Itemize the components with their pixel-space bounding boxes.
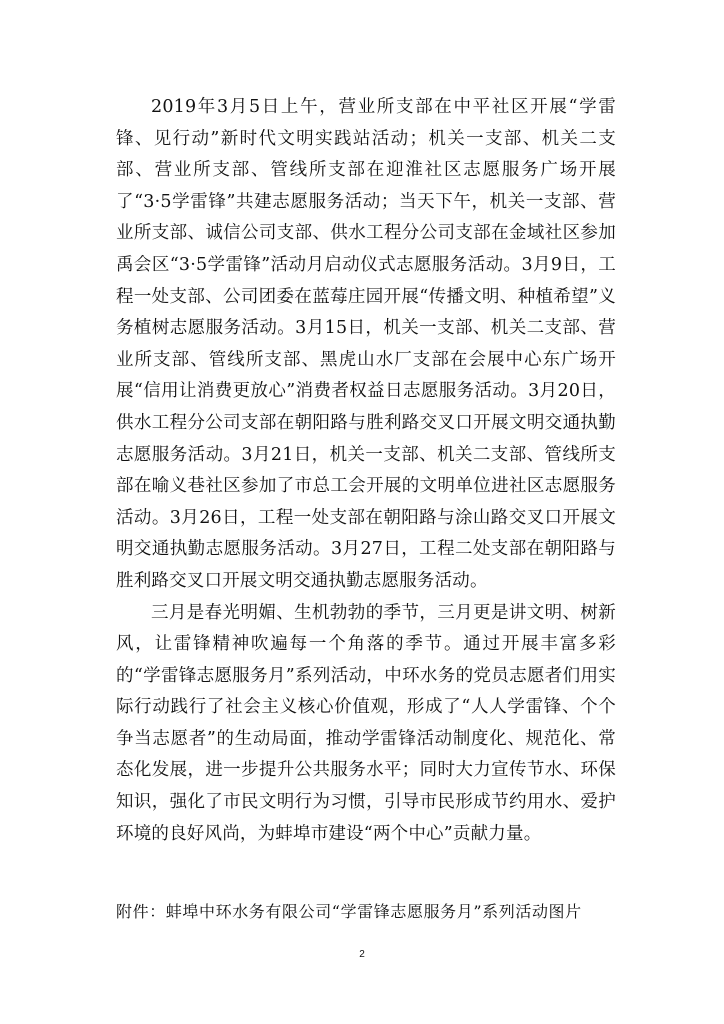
page-number: 2 <box>359 949 365 960</box>
attachment-note: 附件：蚌埠中环水务有限公司“学雷锋志愿服务月”系列活动图片 <box>116 902 582 921</box>
body-text <box>116 92 616 850</box>
paragraph-activities: 2019年3月5日上午，营业所支部在中平社区开展“学雷锋、见行动”新时代文明实践站活动；机关一支部、机关二支部、营业所支部、管线所支部在迎淮社区志愿服务广场开展了“3·5学雷锋”共建志愿服务活动；当天下午，机关一支部、营业所支部、诚信公司支部、供水工程分公司支部在金域社区参加禹会区“3·5学雷锋”活动月启动仪式志愿服务活动。3月9日，工程一处支部、公司团委在蓝莓庄园开展“传播文明、种植希望”义务植树志愿服务活动。3月15日，机关一支部、机关二支部、营业所支部、管线所支部、黑虎山水厂支部在会展中心东广场开展“信用让消费更放心”消费者权益日志愿服务活动。3月20日，供水工程分公司支部在朝阳路与胜利路交叉口开展文明交通执勤志愿服务活动。3月21日，机关一支部、机关二支部、管线所支部在喻义巷社区参加了市总工会开展的文明单位进社区志愿服务活动。3月26日，工程一处支部在朝阳路与涂山路交叉口开展文明交通执勤志愿服务活动。3月27日，工程二处支部在朝阳路与胜利路交叉口开展文明交通执勤志愿服务活动。 <box>116 97 616 591</box>
paragraph-summary: 三月是春光明媚、生机勃勃的季节，三月更是讲文明、树新风，让雷锋精神吹遍每一个角落的季节。通过开展丰富多彩的“学雷锋志愿服务月”系列活动，中环水务的党员志愿者们用实际行动践行了社会主义核心价值观，形成了“人人学雷锋、个个争当志愿者”的生动局面，推动学雷锋活动制度化、规范化、常态化发展，进一步提升公共服务水平；同时大力宣传节水、环保知识，强化了市民文明行为习惯，引导市民形成节约用水、爱护环境的良好风尚，为蚌埠市建设“两个中心”贡献力量。 <box>116 602 616 844</box>
